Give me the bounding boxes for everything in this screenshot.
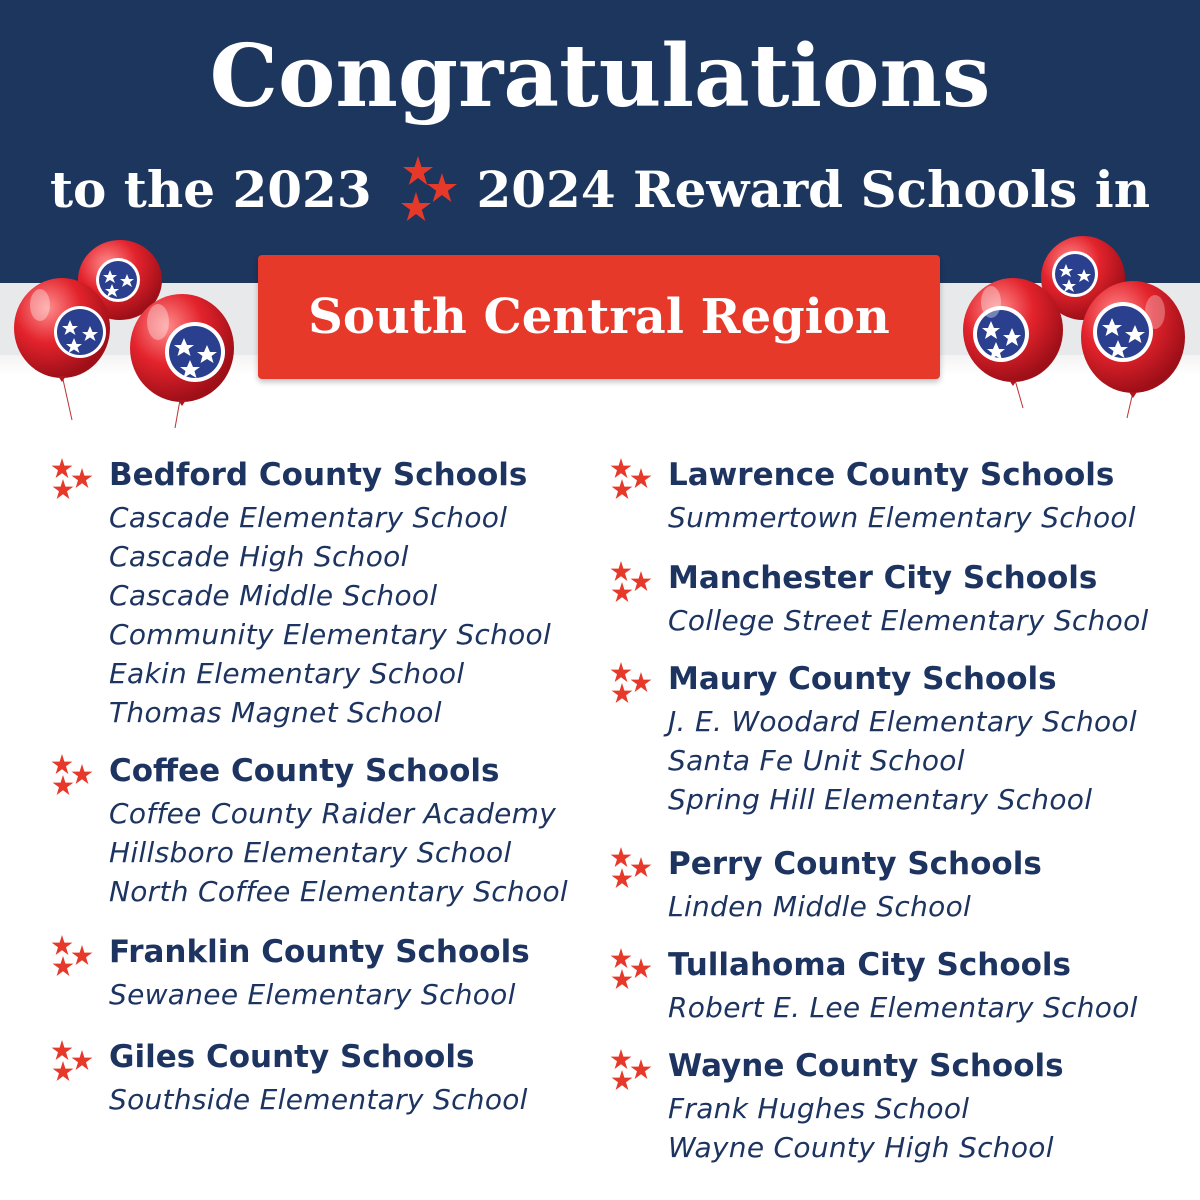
district-name: Giles County Schools xyxy=(109,1039,475,1075)
school-name: Coffee County Raider Academy xyxy=(109,797,557,830)
school-name: Frank Hughes School xyxy=(668,1092,970,1125)
district-manchester xyxy=(607,555,1167,640)
district-lawrence xyxy=(607,452,1167,537)
school-name: College Street Elementary School xyxy=(668,604,1149,637)
right-column xyxy=(607,452,1167,1167)
tristar-icon xyxy=(389,154,459,224)
school-name: Spring Hill Elementary School xyxy=(668,783,1093,816)
district-name: Coffee County Schools xyxy=(109,753,500,789)
district-name: Perry County Schools xyxy=(668,846,1042,882)
tristar-icon xyxy=(607,845,655,891)
page-title: Congratulations xyxy=(209,26,991,127)
school-name: Southside Elementary School xyxy=(109,1083,528,1116)
district-bedford xyxy=(48,452,588,732)
district-name: Bedford County Schools xyxy=(109,457,528,493)
region-label: South Central Region xyxy=(308,289,890,345)
balloons-right-icon xyxy=(955,232,1195,422)
school-name: Summertown Elementary School xyxy=(668,501,1136,534)
left-column xyxy=(48,452,588,1119)
tristar-icon xyxy=(48,752,96,798)
subtitle xyxy=(0,155,1200,225)
tristar-icon xyxy=(607,660,655,706)
school-name: Robert E. Lee Elementary School xyxy=(668,991,1138,1024)
tristar-icon xyxy=(48,1038,96,1084)
district-name: Maury County Schools xyxy=(668,661,1057,697)
tristar-icon xyxy=(48,933,96,979)
school-name: Hillsboro Elementary School xyxy=(109,836,512,869)
region-banner xyxy=(258,255,940,379)
district-name: Lawrence County Schools xyxy=(668,457,1115,493)
balloons-left-icon xyxy=(10,240,250,430)
school-name: Thomas Magnet School xyxy=(109,696,442,729)
district-name: Tullahoma City Schools xyxy=(668,947,1071,983)
tristar-icon xyxy=(48,456,96,502)
district-name: Wayne County Schools xyxy=(668,1048,1064,1084)
school-name: Linden Middle School xyxy=(668,890,972,923)
school-name: Wayne County High School xyxy=(668,1131,1054,1164)
school-name: Cascade Elementary School xyxy=(109,501,508,534)
school-name: Eakin Elementary School xyxy=(109,657,465,690)
school-name: Sewanee Elementary School xyxy=(109,978,516,1011)
district-name: Franklin County Schools xyxy=(109,934,530,970)
tristar-icon xyxy=(607,559,655,605)
district-franklin xyxy=(48,929,588,1014)
tristar-icon xyxy=(607,456,655,502)
school-name: Cascade High School xyxy=(109,540,409,573)
district-name: Manchester City Schools xyxy=(668,560,1098,596)
subtitle-prefix: to the 2023 xyxy=(49,160,372,219)
school-name: Cascade Middle School xyxy=(109,579,438,612)
district-wayne xyxy=(607,1043,1167,1167)
tristar-icon xyxy=(607,946,655,992)
subtitle-suffix: 2024 Reward Schools in xyxy=(476,160,1151,219)
district-coffee xyxy=(48,748,588,911)
district-giles xyxy=(48,1034,588,1119)
school-name: Community Elementary School xyxy=(109,618,552,651)
district-perry xyxy=(607,841,1167,926)
tristar-icon xyxy=(607,1047,655,1093)
school-name: J. E. Woodard Elementary School xyxy=(668,705,1137,738)
district-tullahoma xyxy=(607,942,1167,1027)
school-name: North Coffee Elementary School xyxy=(109,875,568,908)
district-maury xyxy=(607,656,1167,819)
school-name: Santa Fe Unit School xyxy=(668,744,965,777)
